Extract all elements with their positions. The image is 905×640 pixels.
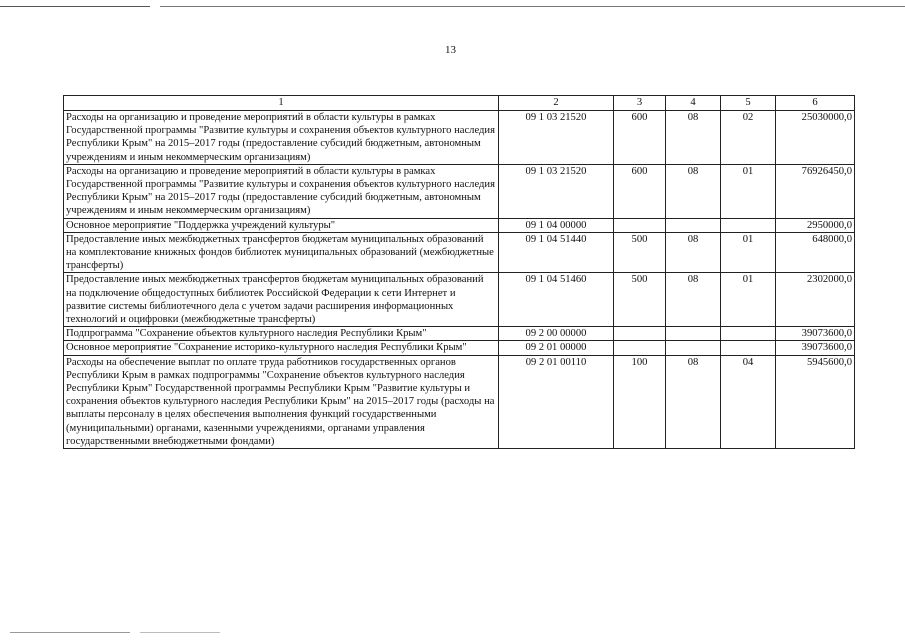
table-header-row	[64, 96, 855, 111]
row-code: 09 1 04 00000	[499, 218, 614, 232]
row-subsection: 01	[721, 273, 776, 327]
row-expense-type	[614, 218, 666, 232]
column-header: 3	[614, 96, 666, 111]
row-amount: 648000,0	[776, 232, 855, 273]
row-code: 09 2 00 00000	[499, 327, 614, 341]
row-section: 08	[666, 355, 721, 448]
row-description: Расходы на организацию и проведение мероприятий в области культуры в рамках Государственной программы "Развитие культуры и сохранения объектов культурного наследия Республики Крым" на 2015–2017 годы (предоставление субсидий бюджетным, автономным учреждениям и иным некоммерческим организациям)	[64, 111, 499, 165]
row-expense-type: 100	[614, 355, 666, 448]
row-section	[666, 341, 721, 355]
row-subsection	[721, 218, 776, 232]
row-amount: 2302000,0	[776, 273, 855, 327]
table-row	[64, 327, 855, 341]
column-header: 5	[721, 96, 776, 111]
row-description: Основное мероприятие "Сохранение историко-культурного наследия Республики Крым"	[64, 341, 499, 355]
row-code: 09 1 03 21520	[499, 164, 614, 218]
row-section: 08	[666, 164, 721, 218]
page-number: 13	[445, 44, 456, 56]
table-row	[64, 273, 855, 327]
row-expense-type	[614, 341, 666, 355]
row-description: Подпрограмма "Сохранение объектов культурного наследия Республики Крым"	[64, 327, 499, 341]
row-section: 08	[666, 111, 721, 165]
row-amount: 76926450,0	[776, 164, 855, 218]
scan-edge-line	[10, 632, 130, 633]
row-amount: 5945600,0	[776, 355, 855, 448]
row-expense-type: 600	[614, 164, 666, 218]
row-section	[666, 327, 721, 341]
row-section: 08	[666, 273, 721, 327]
row-code: 09 2 01 00000	[499, 341, 614, 355]
table-row	[64, 232, 855, 273]
row-amount: 39073600,0	[776, 341, 855, 355]
scan-edge-line	[140, 632, 220, 633]
table-row	[64, 164, 855, 218]
table-row	[64, 341, 855, 355]
row-description: Предоставление иных межбюджетных трансфертов бюджетам муниципальных образований на подключение общедоступных библиотек Российской Федерации к сети Интернет и развитие системы библиотечного дела с учетом задачи расширения информационных технологий и оцифровки (межбюджетные трансферты)	[64, 273, 499, 327]
table-row	[64, 355, 855, 448]
scan-edge-line	[0, 6, 150, 7]
row-subsection: 01	[721, 232, 776, 273]
row-subsection: 02	[721, 111, 776, 165]
row-subsection	[721, 327, 776, 341]
budget-table	[63, 95, 855, 449]
row-section: 08	[666, 232, 721, 273]
row-section	[666, 218, 721, 232]
row-description: Расходы на обеспечение выплат по оплате труда работников государственных органов Республики Крым в рамках подпрограммы "Сохранение объектов культурного наследия Республики Крым" Государственной программы Республики Крым "Развитие культуры и сохранения объектов культурного наследия Республики Крым" на 2015–2017 годы (расходы на выплаты персоналу в целях обеспечения выполнения функций государственными (муниципальными) органами, казенными учреждениями, органами управления государственными внебюджетными фондами)	[64, 355, 499, 448]
row-code: 09 1 03 21520	[499, 111, 614, 165]
table-row	[64, 111, 855, 165]
row-subsection: 01	[721, 164, 776, 218]
column-header: 2	[499, 96, 614, 111]
row-expense-type: 500	[614, 232, 666, 273]
column-header: 1	[64, 96, 499, 111]
column-header: 4	[666, 96, 721, 111]
row-subsection: 04	[721, 355, 776, 448]
table-row	[64, 218, 855, 232]
row-amount: 39073600,0	[776, 327, 855, 341]
row-amount: 25030000,0	[776, 111, 855, 165]
row-amount: 2950000,0	[776, 218, 855, 232]
column-header: 6	[776, 96, 855, 111]
row-expense-type: 500	[614, 273, 666, 327]
scan-edge-line	[160, 6, 905, 7]
row-code: 09 2 01 00110	[499, 355, 614, 448]
row-subsection	[721, 341, 776, 355]
row-description: Предоставление иных межбюджетных трансфертов бюджетам муниципальных образований на комплектование книжных фондов библиотек муниципальных образований (межбюджетные трансферты)	[64, 232, 499, 273]
row-code: 09 1 04 51440	[499, 232, 614, 273]
row-description: Расходы на организацию и проведение мероприятий в области культуры в рамках Государственной программы "Развитие культуры и сохранения объектов культурного наследия Республики Крым" на 2015–2017 годы (предоставление субсидий бюджетным, автономным учреждениям и иным некоммерческим организациям)	[64, 164, 499, 218]
row-description: Основное мероприятие "Поддержка учреждений культуры"	[64, 218, 499, 232]
row-code: 09 1 04 51460	[499, 273, 614, 327]
row-expense-type	[614, 327, 666, 341]
row-expense-type: 600	[614, 111, 666, 165]
